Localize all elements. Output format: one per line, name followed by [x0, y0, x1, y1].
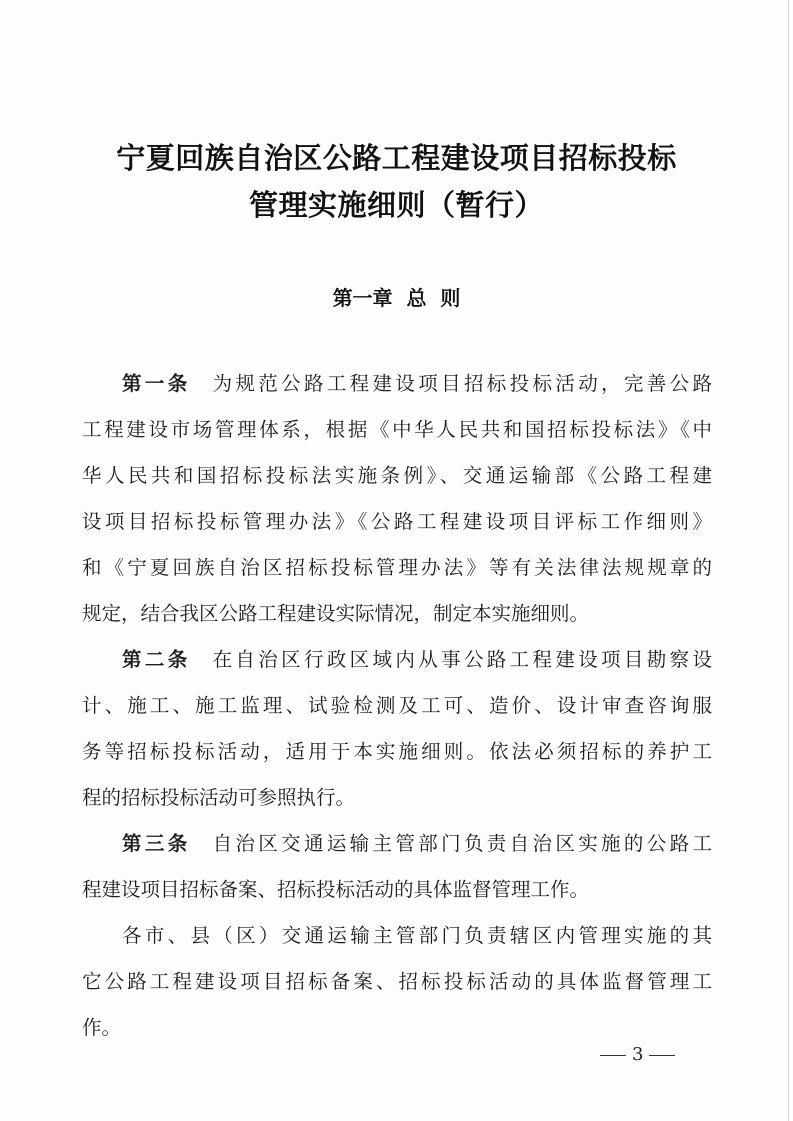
page-number-dash-right	[649, 1055, 675, 1056]
paragraph-4-line-1: 各市、县（区）交通运输主管部门负责辖区内管理实施的其	[122, 924, 712, 947]
article-2-text: 在自治区行政区域内从事公路工程建设项目勘察设	[212, 648, 712, 671]
article-3-line-1	[122, 831, 712, 857]
article-1-line-4: 设项目招标投标管理办法》《公路工程建设项目评标工作细则》	[82, 510, 712, 533]
article-1-label: 第一条	[122, 372, 191, 395]
article-2-line-4: 程的招标投标活动可参照执行。	[82, 786, 356, 809]
article-1-line-2: 工程建设市场管理体系，根据《中华人民共和国招标投标法》《中	[82, 418, 712, 441]
article-2-line-1	[122, 647, 712, 673]
paragraph-4-line-3: 作。	[82, 1016, 122, 1039]
article-3-label: 第三条	[122, 832, 191, 855]
article-1-line-1	[122, 371, 712, 397]
page-number-value: 3	[632, 1044, 644, 1065]
article-2-line-2: 计、施工、施工监理、试验检测及工可、造价、设计审查咨询服	[82, 694, 712, 717]
page-number-dash-left	[600, 1055, 626, 1056]
paragraph-4-line-2: 它公路工程建设项目招标备案、招标投标活动的具体监督管理工	[82, 970, 712, 993]
article-1-line-3: 华人民共和国招标投标法实施条例》、交通运输部《公路工程建	[82, 464, 712, 487]
document-title-line-2: 管理实施细则（暂行）	[248, 188, 544, 222]
chapter-heading: 第一章 总 则	[332, 286, 461, 310]
article-2-line-3: 务等招标投标活动，适用于本实施细则。依法必须招标的养护工	[82, 740, 712, 763]
article-3-line-2: 程建设项目招标备案、招标投标活动的具体监督管理工作。	[82, 878, 590, 901]
article-1-line-5: 和《宁夏回族自治区招标投标管理办法》等有关法律法规规章的	[82, 556, 712, 579]
scan-edge-line	[788, 0, 789, 1121]
page-number	[594, 1044, 681, 1065]
article-3-text: 自治区交通运输主管部门负责自治区实施的公路工	[212, 832, 712, 855]
article-1-text: 为规范公路工程建设项目招标投标活动，完善公路	[212, 372, 712, 395]
article-1-line-6: 规定，结合我区公路工程建设实际情况，制定本实施细则。	[82, 602, 590, 625]
document-title-line-1: 宁夏回族自治区公路工程建设项目招标投标	[116, 141, 677, 175]
article-2-label: 第二条	[122, 648, 191, 671]
